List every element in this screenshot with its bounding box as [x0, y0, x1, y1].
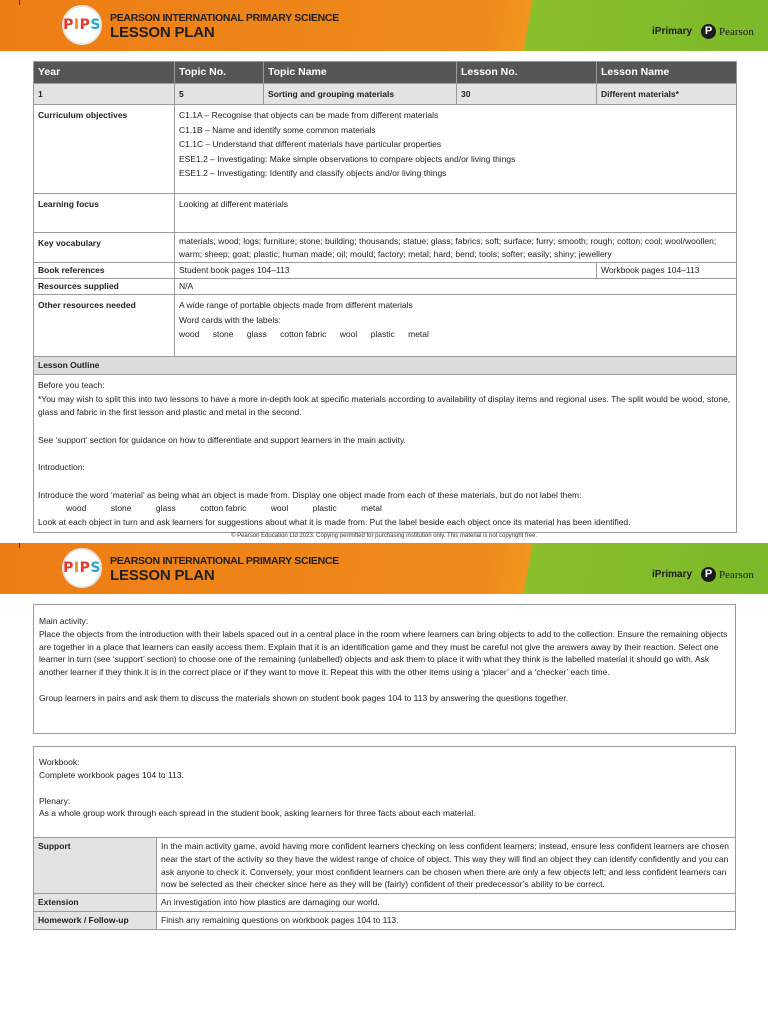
support-note: See ‘support’ section for guidance on how to differentiate and support learners in the main activity.: [38, 434, 406, 445]
word-card-list: [179, 327, 732, 342]
objective-item: ESE1.2 – Investigating: Make simple observations to compare objects and/or living things: [179, 153, 516, 164]
crop-mark: [19, 543, 20, 548]
page-header-banner: [0, 0, 768, 51]
header-year: Year: [34, 62, 175, 84]
value-lesson-no: 30: [457, 83, 597, 105]
other-resources-row: [34, 295, 737, 357]
homework-text: Finish any remaining questions on workbook pages 104 to 113.: [157, 911, 736, 929]
intro-word: glass: [155, 503, 176, 513]
support-table: [33, 837, 736, 930]
intro-text: Introduce the word ‘material’ as being what an object is made from. Display one object made from each of these materials, but do not label them:: [38, 489, 582, 500]
book-label: Book references: [34, 263, 175, 279]
doc-title: LESSON PLAN: [110, 567, 215, 584]
workbook-text: Complete workbook pages 104 to 113.: [39, 769, 184, 780]
pearson-brand: Pearson: [719, 569, 754, 581]
overview-header-row: [34, 62, 737, 84]
word-card: wood: [179, 329, 200, 339]
focus-label: Learning focus: [34, 194, 175, 233]
other-resources-label: Other resources needed: [34, 295, 175, 357]
focus-value: Looking at different materials: [175, 194, 737, 233]
resources-row: [34, 279, 737, 295]
value-topic-name: Sorting and grouping materials: [264, 83, 457, 105]
pips-logo: P I P S: [62, 5, 102, 45]
pairs-text: Group learners in pairs and ask them to discuss the materials shown on student book pages 104 to 113 by answering the questions together.: [39, 692, 569, 703]
other-resources-line: Word cards with the labels:: [179, 314, 281, 325]
support-row: [34, 838, 736, 894]
intro-heading: Introduction:: [38, 462, 85, 472]
homework-row: [34, 911, 736, 929]
intro-word: cotton fabric: [200, 503, 247, 513]
vocab-row: [34, 233, 737, 263]
lesson-outline-body: [34, 375, 737, 533]
focus-row: [34, 194, 737, 233]
word-card: plastic: [370, 329, 395, 339]
pearson-logo-icon: P: [701, 567, 716, 582]
page-header-banner-2: [0, 543, 768, 594]
support-label: Support: [34, 838, 157, 894]
intro-word: metal: [361, 503, 382, 513]
intro-word-list: [38, 502, 732, 516]
pearson-logo-icon: P: [701, 24, 716, 39]
vocab-value: materials; wood; logs; furniture; stone; building; thousands; statue; glass; fabrics; soft; surface; furry; smooth; rough; cotton; cool; wool/woollen; warm; sheep; goat; plastic; human made; oil; mould; factory; metal; hard; bend; tools; softer; easily; shiny; jewellery: [175, 233, 737, 263]
intro-word: stone: [110, 503, 132, 513]
extension-row: [34, 894, 736, 912]
main-activity-text: Place the objects from the introduction with their labels spaced out in a central place in the room where learners can bring objects to add to the collection. Ensure the remaining objects are together in a place that learners can easily access them. Explain that it is an identification game and they must be careful not give the answers away by their reaction. Select one learner in turn (see ‘support’ section) to choose one of the remaining (unlabelled) objects and ask them to place it with what they think is the labelled material it should go with. Ask another learner if they think it is in the correct place or if they want to move it. Repeat this with the other items using a ‘placer’ and a ‘checker’ each time.: [39, 628, 728, 678]
lesson-outline-label: Lesson Outline: [34, 357, 737, 375]
value-year: 1: [34, 83, 175, 105]
objective-item: C1.1C – Understand that different materials have particular properties: [179, 139, 442, 149]
crop-mark: [19, 0, 20, 5]
plenary-text: As a whole group work through each spread in the student book, asking learners for three facts about each material.: [39, 808, 476, 819]
main-activity-box: [33, 604, 736, 734]
resources-value: N/A: [175, 279, 737, 295]
doc-title: LESSON PLAN: [110, 24, 215, 41]
objectives-list: [175, 105, 737, 194]
workbook-ref: Workbook pages 104–113: [597, 263, 737, 279]
series-title: PEARSON INTERNATIONAL PRIMARY SCIENCE: [110, 555, 339, 567]
lesson-overview-table: [33, 61, 737, 533]
resources-label: Resources supplied: [34, 279, 175, 295]
pearson-brand: Pearson: [719, 26, 754, 38]
objectives-label: Curriculum objectives: [34, 105, 175, 194]
header-lesson-no: Lesson No.: [457, 62, 597, 84]
workbook-plenary-box: [33, 746, 736, 838]
lesson-outline-header: [34, 357, 737, 375]
overview-values-row: [34, 83, 737, 105]
value-topic-no: 5: [175, 83, 264, 105]
word-card: cotton fabric: [280, 329, 327, 339]
value-lesson-name: Different materials*: [597, 83, 737, 105]
other-resources-value: [175, 295, 737, 357]
before-text: *You may wish to split this into two lessons to have a more in-depth look at specific materials according to availability of display items and regional uses. The split would be wood, stone, glass and fabric in the first lesson and plastic and metal in the second.: [38, 393, 731, 417]
objective-item: ESE1.2 – Investigating: Identify and classify objects and/or living things: [179, 168, 447, 178]
series-title: PEARSON INTERNATIONAL PRIMARY SCIENCE: [110, 12, 339, 24]
word-card: wool: [339, 329, 358, 339]
plenary-heading: Plenary:: [39, 795, 71, 806]
intro-word: wool: [270, 503, 289, 513]
support-text: In the main activity game, avoid having more confident learners checking on less confident learners; instead, ensure less confident learners are chosen near the start of the activity so they have the widest range of choice of object. This way they will find an object they can identify confidently and you can ask anyone to check it. Conversely, your most confident learners can be chosen when there are only a few objects left; and less confident learners can now be selected as their checker since here as they will be (fairly) confident of their predecessor’s ability to be correct.: [157, 838, 736, 894]
iprimary-brand: iPrimary: [652, 569, 693, 580]
header-topic-no: Topic No.: [175, 62, 264, 84]
objective-item: C1.1B – Name and identify some common materials: [179, 124, 376, 135]
objective-item: C1.1A – Recognise that objects can be made from different materials: [179, 110, 439, 120]
before-heading: Before you teach:: [38, 380, 105, 390]
intro-word: wood: [66, 503, 87, 513]
intro-text-2: Look at each object in turn and ask learners for suggestions about what it is made from. Put the label beside each object once its material has been identified.: [38, 516, 631, 527]
lesson-outline-content: [34, 375, 737, 533]
copyright-notice: © Pearson Education Ltd 2023. Copying permitted for purchasing institution only. This material is not copyright free.: [230, 533, 538, 539]
vocab-label: Key vocabulary: [34, 233, 175, 263]
student-book-ref: Student book pages 104–113: [175, 263, 597, 279]
word-card: stone: [212, 329, 234, 339]
homework-label: Homework / Follow-up: [34, 911, 157, 929]
intro-word: plastic: [312, 503, 337, 513]
iprimary-brand: iPrimary: [652, 26, 693, 37]
main-activity-heading: Main activity:: [39, 616, 89, 626]
objectives-row: [34, 105, 737, 194]
extension-label: Extension: [34, 894, 157, 912]
word-card: metal: [408, 329, 429, 339]
extension-text: An investigation into how plastics are damaging our world.: [157, 894, 736, 912]
pips-logo: P I P S: [62, 548, 102, 588]
header-lesson-name: Lesson Name: [597, 62, 737, 84]
book-row: [34, 263, 737, 279]
workbook-heading: Workbook:: [39, 757, 80, 767]
header-topic-name: Topic Name: [264, 62, 457, 84]
word-card: glass: [246, 329, 267, 339]
other-resources-line: A wide range of portable objects made from different materials: [179, 300, 413, 310]
